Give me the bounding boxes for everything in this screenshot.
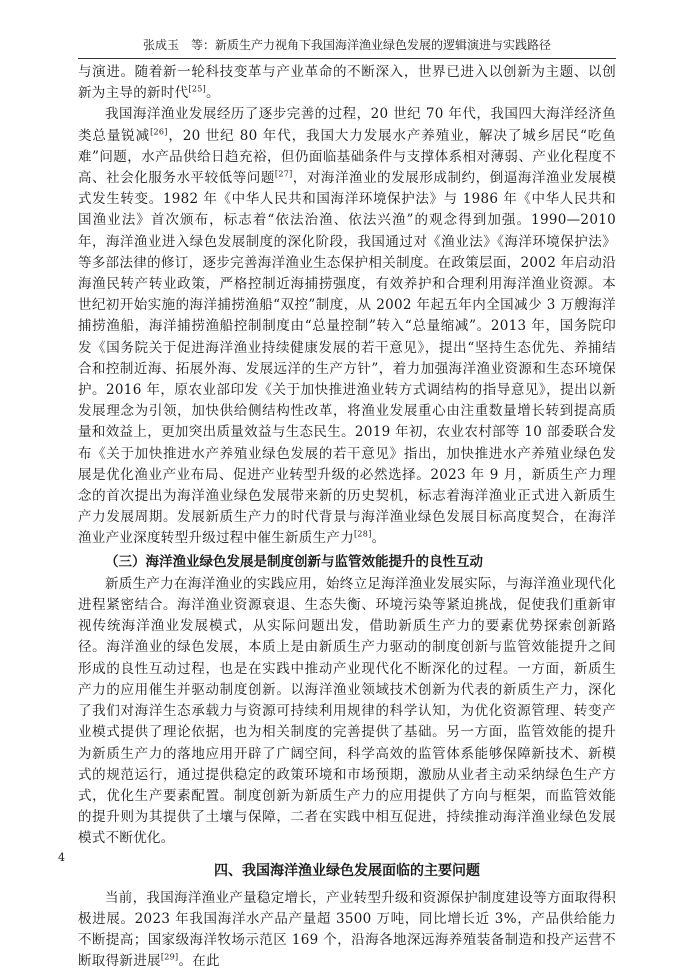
- citation-25: [25]: [188, 84, 207, 94]
- text-run: 与演进。随着新一轮科技变革与产业革命的不断深入，世界已进入以创新为主题、以创新为主导的新时代: [78, 64, 616, 102]
- article-body: [78, 62, 616, 972]
- header-rule: [78, 58, 616, 59]
- paragraph-history: [78, 104, 616, 549]
- section-heading: 四、我国海洋渔业绿色发展面临的主要问题: [214, 862, 480, 879]
- citation-29: [29]: [160, 952, 179, 962]
- citation-28: [28]: [354, 529, 372, 539]
- text-run: 我国海洋渔业发展经历了逐步完善的过程，20 世纪 70 年代，我国四大海洋经济鱼类总量锐减: [78, 106, 616, 144]
- running-header: 张成玉 等：新质生产力视角下我国海洋渔业绿色发展的逻辑演进与实践路径: [142, 38, 551, 52]
- citation-26: [26]: [150, 127, 168, 137]
- text-run: ，20 世纪 80 年代，我国大力发展水产养殖业，解决了城乡居民“吃鱼难”问题，水产品供给日趋充裕，但仍面临基础条件与支撑体系相对薄弱、产业化程度不高、社会化服务水平较低等问题: [78, 127, 616, 187]
- text-run: ，对海洋渔业的发展形成制约，倒逼海洋渔业发展模式发生转变。1982 年《中华人民共和国海洋环境保护法》与 1986 年《中华人民共和国渔业法》首次颁布，标志着“依法治渔、依法兴渔”的观念得到加强。1990—2010 年，海洋渔业进入绿色发展制度的深化阶段，我国通过对《渔业法》《海洋环境保护法》等多部法律的修订，逐步完善海洋渔业生态保护相关制度。在政策层面，2002 年启动沿海渔民转产转业政策，严格控制近海捕捞强度，有效养护和合理利用海洋渔业资源。本世纪初开始实施的海洋捕捞渔船“双控”制度，从 2002 年起五年内全国减少 3 万艘海洋捕捞渔船，海洋捕捞渔船控制制度由“总量控制”转入“总量缩减”。2013 年，国务院印发《国务院关于促进海洋渔业持续健康发展的若干意见》，提出“坚持生态优先、养捕结合和控制近海、拓展外海、发展远洋的生产方针”，着力加强海洋渔业资源和生态环境保护。2016 年，原农业部印发《关于加快推进渔业转方式调结构的指导意见》，提出以新发展理念为引领，加快供给侧结构性改革，将渔业发展重心由注重数量增长转到提高质量和效益上，更加突出质量效益与生态民生。2019 年初，农业农村部等 10 部委联合发布《关于加快推进水产养殖业绿色发展的若干意见》指出，加快推进水产养殖业绿色发展是优化渔业产业布局、促进产业转型升级的必然选择。2023 年 9 月，新质生产力理念的首次提出为海洋渔业绿色发展带来新的历史契机，标志着海洋渔业正式进入新质生产力发展周期。发展新质生产力的时代背景与海洋渔业绿色发展目标高度契合，在海洋渔业产业深度转型升级过程中催生新质生产力: [78, 170, 617, 547]
- text-run: 。在此: [178, 953, 220, 970]
- text-run: 。: [371, 530, 386, 547]
- page-number: 4: [58, 851, 65, 864]
- text-run: 当前，我国海洋渔业产量稳定增长，产业转型升级和资源保护制度建设等方面取得积极进展。2023 年我国海洋水产品产量超 3500 万吨，同比增长近 3%，产品供给能力不断提高；国家级海洋牧场示范区 169 个，沿海各地深远海养殖装备制造和投产运营不断取得新进展: [78, 889, 616, 970]
- paragraph-continued: 与演进。随着新一轮科技变革与产业革命的不断深入，世界已进入以创新为主题、以创新为主导的新时代[25]。: [78, 64, 616, 102]
- citation-27: [27]: [274, 169, 293, 179]
- paragraph-institutional: 新质生产力在海洋渔业的实践应用，始终立足海洋渔业发展实际，与海洋渔业现代化进程紧密结合。海洋渔业资源衰退、生态失衡、环境污染等紧迫挑战，促使我们重新审视传统海洋渔业发展模式，从实际问题出发，借助新质生产力的要素优势探索创新路径。海洋渔业的绿色发展，本质上是由新质生产力驱动的制度创新与监管效能提升之间形成的良性互动过程，也是在实践中推动产业现代化不断深化的过程。一方面，新质生产力的应用催生并驱动制度创新。以海洋渔业领域技术创新为代表的新质生产力，深化了我们对海洋生态承载力与资源可持续利用规律的科学认知，为优化资源管理、转变产业模式提供了理论依据，也为相关制度的完善提供了基础。另一方面，监管效能的提升为新质生产力的落地应用开辟了广阔空间，科学高效的监管体系能够保障新技术、新模式的规范运行，通过提供稳定的政策环境和市场预期，激励从业者主动采纳绿色生产方式，优化生产要素配置。制度创新为新质生产力的应用提供了方向与框架，而监管效能的提升则为其提供了土壤与保障，二者在实践中相互促进，持续推动海洋渔业绿色发展模式不断优化。: [78, 575, 616, 847]
- subsection-heading: （三）海洋渔业绿色发展是制度创新与监管效能提升的良性互动: [105, 553, 483, 570]
- paragraph-current-status: [78, 888, 616, 972]
